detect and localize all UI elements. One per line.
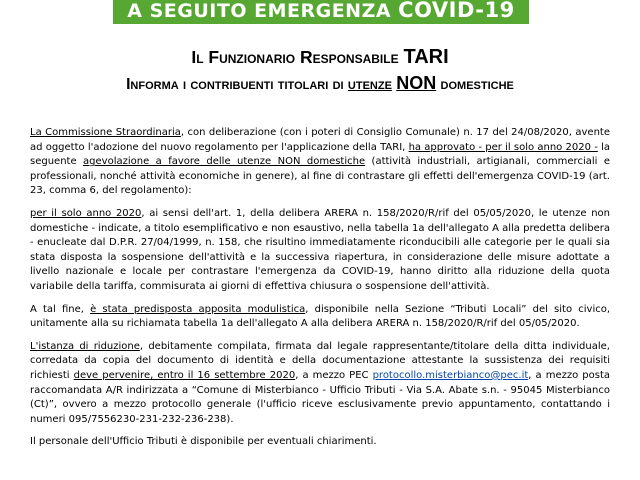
heading-tari: TARI [403, 46, 449, 68]
banner-text-part1: A SEGUITO EMERGENZA [127, 0, 399, 22]
paragraph-4 [30, 340, 610, 428]
heading-line-1 [30, 46, 610, 69]
heading-line-2 [30, 73, 610, 94]
p1-agevolazione: agevolazione a favore delle utenze NON domestiche [83, 156, 366, 168]
paragraph-2 [30, 207, 610, 295]
p3-text-a: A tal fine, [30, 303, 91, 315]
p1-text-b: , con deliberazione (con i poteri di Consiglio Comunale) n. 17 del 24/08/2020, avente ad oggetto l'adozione del nuovo regolamento per l'applicazione della TARI, [30, 127, 610, 153]
banner-text-covid: COVID-19 [398, 0, 515, 22]
p4-istanza: L'istanza di riduzione [30, 340, 140, 352]
p4-text-f: , a mezzo posta raccomandata A/R indirizzata a “Comune di Misterbianco - Ufficio Tributi - Via S.A. Abate s.n. - 95045 Misterbianco (Ct)”, ovvero a mezzo protocollo generale (l'ufficio riceve esclusivamente previo appuntamento, contattando i numeri 095/7556230-231-232-236-238). [30, 369, 610, 425]
notice-body [30, 126, 610, 458]
heading-line-2-text: Informa i contribuenti titolari di [126, 76, 348, 93]
paragraph-3 [30, 303, 610, 332]
banner-title [127, 0, 514, 22]
p3-modulistica: è stata predisposta apposita modulistica [90, 303, 306, 315]
p4-text-d: , a mezzo PEC [295, 369, 373, 381]
p1-approvato: ha approvato - per il solo anno 2020 - [408, 141, 598, 153]
pec-email-link[interactable]: protocollo.misterbianco@pec.it [372, 369, 529, 381]
p2-solo-anno: per il solo anno 2020 [30, 207, 142, 219]
p1-commissione: La Commissione Straordinaria [30, 127, 181, 138]
paragraph-1 [30, 126, 610, 199]
covid-banner [113, 0, 529, 24]
heading-domestiche: domestiche [436, 76, 514, 93]
paragraph-5: Il personale dell'Ufficio Tributi è disponibile per eventuali chiarimenti. [30, 436, 377, 448]
heading-non: NON [396, 73, 437, 93]
heading-utenze: utenze [347, 76, 392, 93]
p4-deadline: deve pervenire, entro il 16 settembre 2020 [73, 369, 296, 381]
p3-text-c: , disponibile nella Sezione “Tributi Locali” del sito civico, unitamente alla su richiamata tabella 1a dell'allegato A alla delibera ARERA n. 158/2020/R/rif del 05/05/2020. [30, 303, 611, 330]
p1-text-d: la seguente [30, 141, 610, 168]
p1-text-f: (attività industriali, artigianali, commerciali e professionali, nonché attività economiche in genere), al fine di contrastare gli effetti dell'emergenza COVID-19 (art. 23, comma 6, del regolamento): [30, 156, 610, 197]
heading-line-1-text: Il Funzionario Responsabile [191, 47, 404, 67]
p2-text-b: , ai sensi dell'art. 1, della delibera ARERA n. 158/2020/R/rif del 05/05/2020, le utenze non domestiche - indicate, a titolo esemplificativo e non esaustivo, nella tabella 1a dell'allegato A alla predetta delibera - enucleate dal D.P.R. 27/04/1999, n. 158, che risultino immediatamente riconducibili alle categorie per le quali sia stata disposta la sospensione dell'attività e la successiva riapertura, in considerazione delle misure adottate a livello nazionale e locale per contrastare l'emergenza da COVID-19, hanno diritto alla riduzione della quota variabile della tariffa, commisurata ai giorni di effettiva chiusura o sospensione dell'attività. [30, 207, 610, 292]
p4-text-b: , debitamente compilata, firmata dal legale rappresentante/titolare della ditta individuale, corredata da copia del documento di identità e della documentazione attestante la sussistenza dei requisiti richiesti [30, 340, 610, 381]
